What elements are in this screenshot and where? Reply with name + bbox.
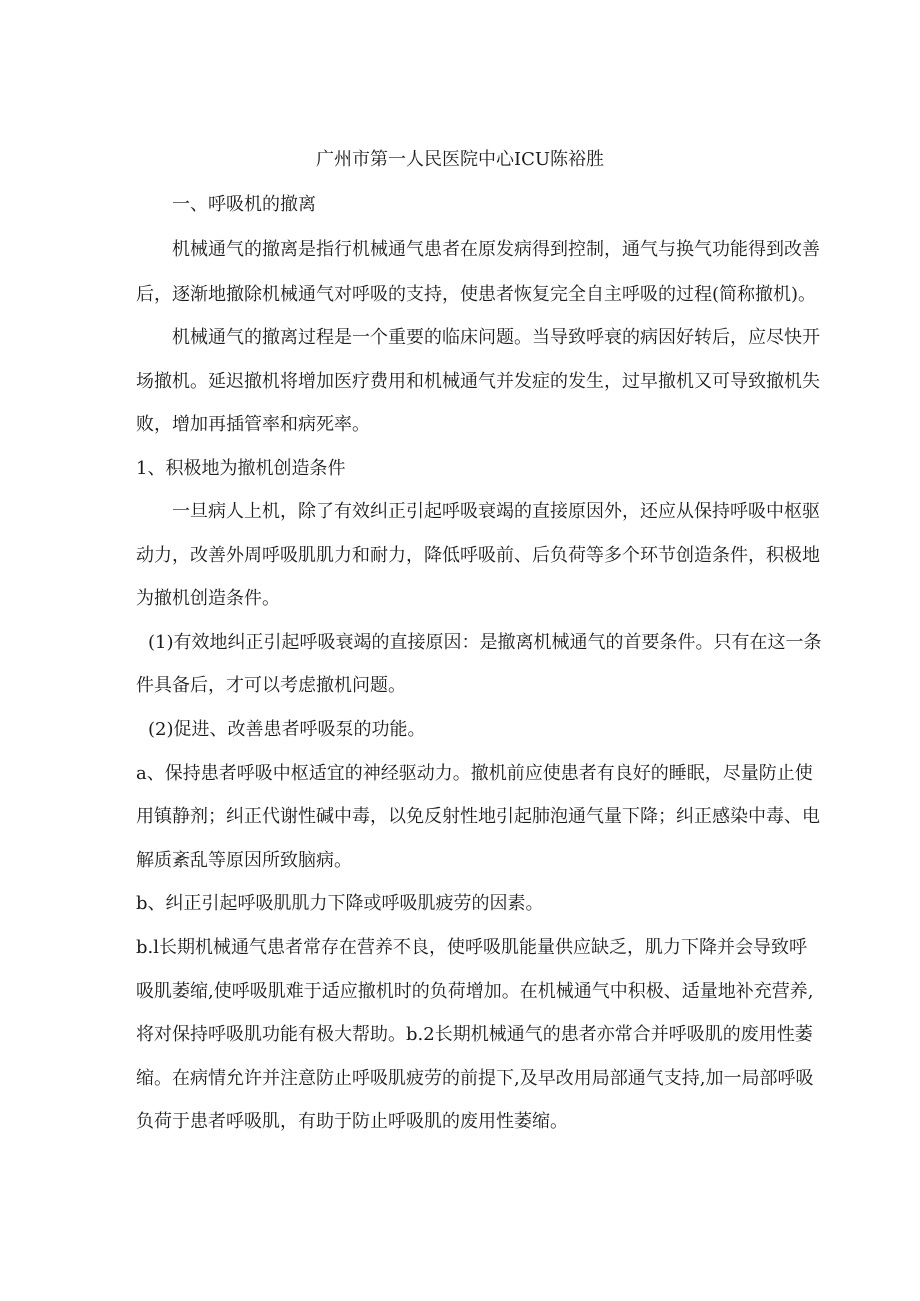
section-heading: 一、呼吸机的撤离 [172, 194, 316, 215]
list-item-line: 吸肌萎缩,使呼吸肌难于适应撤机时的负荷增加。在机械通气中积极、适量地补充营养, [136, 981, 814, 1002]
list-item-line: 解质紊乱等原因所致脑病。 [136, 850, 352, 871]
list-item-line: 负荷于患者呼吸肌，有助于防止呼吸肌的废用性萎缩。 [136, 1111, 568, 1132]
paragraph-line: 机械通气的撤离是指行机械通气患者在原发病得到控制，通气与换气功能得到改善 [172, 239, 820, 260]
list-item-line: b、纠正引起呼吸肌肌力下降或呼吸肌疲劳的因素。 [136, 893, 544, 914]
list-item-line: (2)促进、改善患者呼吸泵的功能。 [148, 719, 426, 740]
paragraph-line: 机械通气的撤离过程是一个重要的临床问题。当导致呼衰的病因好转后，应尽快开 [172, 327, 820, 348]
list-item-line: a、保持患者呼吸中枢适宜的神经驱动力。撤机前应使患者有良好的睡眠，尽量防止使 [136, 763, 813, 784]
paragraph-line: 后，逐渐地撤除机械通气对呼吸的支持，使患者恢复完全自主呼吸的过程(简称撤机)。 [136, 284, 817, 305]
paragraph-line: 败，增加再插管率和病死率。 [136, 414, 370, 435]
author-line: 广州市第一人民医院中心ICU陈裕胜 [315, 149, 605, 170]
list-item-line: 缩。在病情允许并注意防止呼吸肌疲劳的前提下,及早改用局部通气支持,加一局部呼吸 [136, 1068, 814, 1089]
paragraph-line: 一旦病人上机，除了有效纠正引起呼吸衰竭的直接原因外，还应从保持呼吸中枢驱 [172, 501, 820, 522]
paragraph-line: 动力，改善外周呼吸肌肌力和耐力，降低呼吸前、后负荷等多个环节创造条件，积极地 [136, 545, 820, 566]
paragraph-line: 场撤机。延迟撤机将增加医疗费用和机械通气并发症的发生，过早撤机又可导致撤机失 [136, 371, 820, 392]
list-item-line: b.l长期机械通气患者常存在营养不良，使呼吸肌能量供应缺乏，肌力下降并会导致呼 [136, 937, 807, 958]
list-item-line: 件具备后，才可以考虑撤机问题。 [136, 675, 406, 696]
list-item-line: 将对保持呼吸肌功能有极大帮助。b.2长期机械通气的患者亦常合并呼吸肌的废用性萎 [136, 1024, 813, 1045]
subheading: 1、积极地为撤机创造条件 [136, 458, 346, 479]
list-item-line: 用镇静剂；纠正代谢性碱中毒，以免反射性地引起肺泡通气量下降；纠正感染中毒、电 [136, 806, 820, 827]
list-item-line: (1)有效地纠正引起呼吸衰竭的直接原因：是撤离机械通气的首要条件。只有在这一条 [148, 632, 822, 653]
paragraph-line: 为撤机创造条件。 [136, 588, 280, 609]
